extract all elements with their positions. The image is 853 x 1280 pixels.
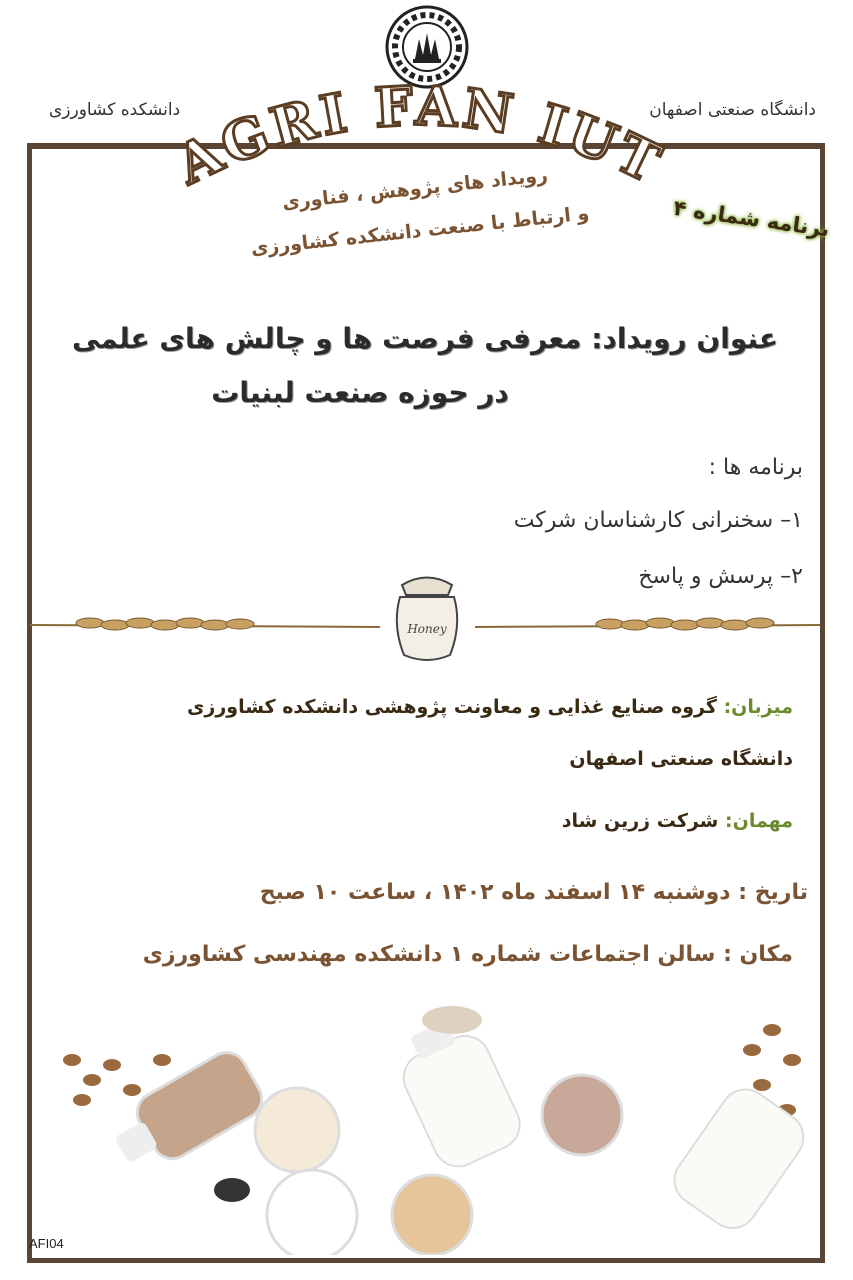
jar-label: Honey	[407, 622, 447, 636]
program-item: ۱– سخنرانی کارشناسان شرکت	[513, 508, 803, 533]
milk-bottle-right-icon	[665, 1080, 813, 1238]
document-code: AFI04	[29, 1236, 64, 1251]
event-place: مکان : سالن اجتماعات شماره ۱ دانشکده مهندسی کشاورزی	[142, 942, 793, 967]
chickpea-bowl-icon	[392, 1175, 472, 1255]
subtitle-line-1: رویداد های پژوهش ، فناوری	[281, 164, 549, 214]
host-line-1	[187, 696, 793, 718]
frame-bottom-border	[27, 1258, 825, 1263]
wheat-left-icon	[76, 618, 254, 630]
rice-bowl-icon	[255, 1088, 339, 1172]
wheat-right-icon	[596, 618, 774, 630]
host-value: گروه صنایع غذایی و معاونت پژوهشی دانشکده کشاورزی	[186, 696, 717, 718]
program-number-badge: برنامه شماره ۴	[671, 195, 831, 242]
event-title-line-1: عنوان رویداد: معرفی فرصت ها و چالش های علمی	[71, 322, 778, 355]
milk-bottle-icon	[387, 1010, 528, 1175]
guest-line	[562, 810, 793, 832]
faculty-name: دانشکده کشاورزی	[49, 100, 181, 120]
chocolate-milk-glass-icon	[542, 1075, 622, 1155]
honey-jar-icon	[397, 578, 457, 661]
guest-value: شرکت زرین شاد	[561, 810, 719, 832]
programs-heading: برنامه ها :	[708, 455, 803, 480]
milk-bowl-icon	[267, 1170, 357, 1255]
event-title-line-2: در حوزه صنعت لبنیات	[211, 376, 509, 409]
poppy-seed-spoon-icon	[214, 1178, 250, 1202]
almond-milk-bottle-icon	[104, 1045, 269, 1181]
frame-right-border	[820, 143, 825, 1263]
guest-label: مهمان:	[725, 810, 793, 832]
subtitle-line-2: و ارتباط با صنعت دانشکده کشاورزی	[249, 202, 591, 260]
host-label: میزبان:	[723, 696, 793, 718]
program-item: ۲– پرسش و پاسخ	[638, 564, 803, 589]
event-date: تاریخ : دوشنبه ۱۴ اسفند ماه ۱۴۰۲ ، ساعت ۱۰ صبح	[259, 880, 808, 905]
host-value-line-2: دانشگاه صنعتی اصفهان	[569, 748, 793, 770]
wheat-divider	[30, 565, 820, 665]
dairy-illustration	[32, 990, 820, 1255]
oat-spoon-icon	[422, 1006, 482, 1034]
event-name: AGRI FAN IUT	[166, 73, 674, 197]
university-name: دانشگاه صنعتی اصفهان	[649, 100, 816, 120]
